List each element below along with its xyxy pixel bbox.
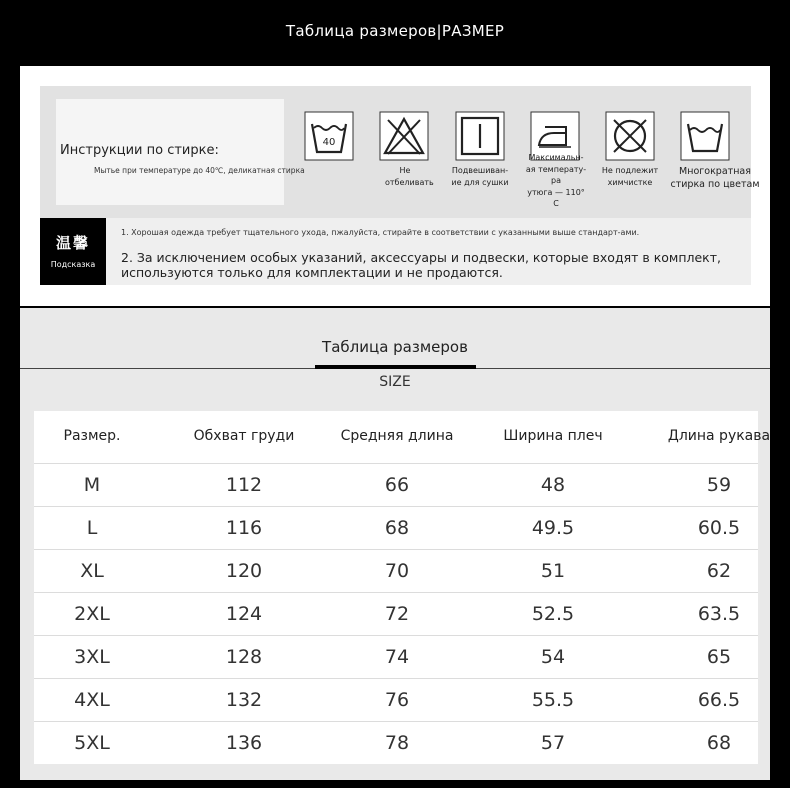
table-cell: 116 (225, 517, 263, 539)
no-dry-clean-icon (605, 111, 655, 161)
table-cell: XL (80, 560, 104, 582)
no-dry-clean-label: Не подлежит химчистке (601, 166, 659, 187)
size-chart-subheading: SIZE (379, 374, 411, 390)
tip-1: 1. Хорошая одежда требует тщательного ухода, пжалуйста, стирайте в соответствии с указанными выше стандарт-ами. (121, 228, 640, 237)
table-header-cell: Длина рукава (667, 428, 771, 444)
care-instructions-panel (20, 66, 770, 306)
table-cell: 66 (384, 474, 410, 496)
table-cell: 112 (225, 474, 263, 496)
table-cell: 5XL (74, 732, 110, 754)
table-cell: 3XL (74, 646, 110, 668)
hang-dry-icon (455, 111, 505, 161)
table-header-cell: Размер. (63, 428, 121, 444)
heading-underline (315, 365, 476, 369)
iron-label: Максимальн- ая температу- ра утюга — 110° C (525, 153, 587, 208)
table-row (34, 679, 758, 722)
table-cell: 68 (384, 517, 410, 539)
size-chart-panel (20, 308, 770, 780)
tips-badge-cn: 温馨 (55, 234, 90, 252)
table-row (34, 593, 758, 636)
table-header-cell: Ширина плеч (503, 428, 603, 444)
no-bleach-label: Не отбеливать (385, 166, 434, 187)
hang-dry-label: Подвешиван- ие для сушки (451, 166, 509, 187)
care-heading: Инструкции по стирке: (60, 143, 219, 158)
table-header-cell: Средняя длина (340, 428, 454, 444)
no-bleach-icon (379, 111, 429, 161)
table-cell: 72 (384, 603, 410, 625)
wash-temperature-label: 40 (322, 137, 336, 148)
table-cell: 49.5 (531, 517, 575, 539)
table-cell: 57 (540, 732, 566, 754)
table-cell: 66.5 (697, 689, 741, 711)
size-chart-heading: Таблица размеров (322, 338, 468, 356)
wash-40-icon (304, 111, 354, 161)
table-cell: 74 (384, 646, 410, 668)
table-cell: 68 (706, 732, 732, 754)
table-row (34, 464, 758, 507)
table-cell: 51 (540, 560, 566, 582)
page-title: Таблица размеров|РАЗМЕР (285, 22, 505, 40)
table-cell: 48 (540, 474, 566, 496)
table-cell: 124 (225, 603, 263, 625)
table-row (34, 722, 758, 765)
machine-wash-icon (680, 111, 730, 161)
tip-2: 2. За исключением особых указаний, аксессуары и подвески, которые входят в комплект, используются только для комплектации и не продаются. (121, 250, 721, 280)
table-cell: 62 (706, 560, 732, 582)
tips-badge-ru: Подсказка (50, 260, 96, 269)
table-cell: 120 (225, 560, 263, 582)
table-cell: 60.5 (697, 517, 741, 539)
table-cell: 76 (384, 689, 410, 711)
table-header-cell: Обхват груди (193, 428, 295, 444)
table-row (34, 550, 758, 593)
table-cell: 136 (225, 732, 263, 754)
tips-row (40, 218, 751, 285)
tips-badge (40, 218, 106, 285)
table-cell: 128 (225, 646, 263, 668)
table-cell: 59 (706, 474, 732, 496)
table-row (34, 507, 758, 550)
table-cell: 52.5 (531, 603, 575, 625)
care-subheading: Мытье при температуре до 40℃, деликатная стирка (94, 166, 305, 175)
size-table (34, 411, 771, 764)
table-header-row (34, 411, 771, 464)
table-cell: 65 (706, 646, 732, 668)
table-row (34, 636, 758, 679)
table-cell: 63.5 (697, 603, 741, 625)
table-cell: 132 (225, 689, 263, 711)
table-cell: 2XL (74, 603, 110, 625)
table-cell: 54 (540, 646, 566, 668)
table-cell: 78 (384, 732, 410, 754)
table-cell: 55.5 (531, 689, 575, 711)
machine-wash-label: Многократная стирка по цветам (670, 166, 760, 190)
table-cell: 70 (384, 560, 410, 582)
table-cell: L (86, 517, 98, 539)
table-cell: M (83, 474, 101, 496)
table-cell: 4XL (74, 689, 110, 711)
